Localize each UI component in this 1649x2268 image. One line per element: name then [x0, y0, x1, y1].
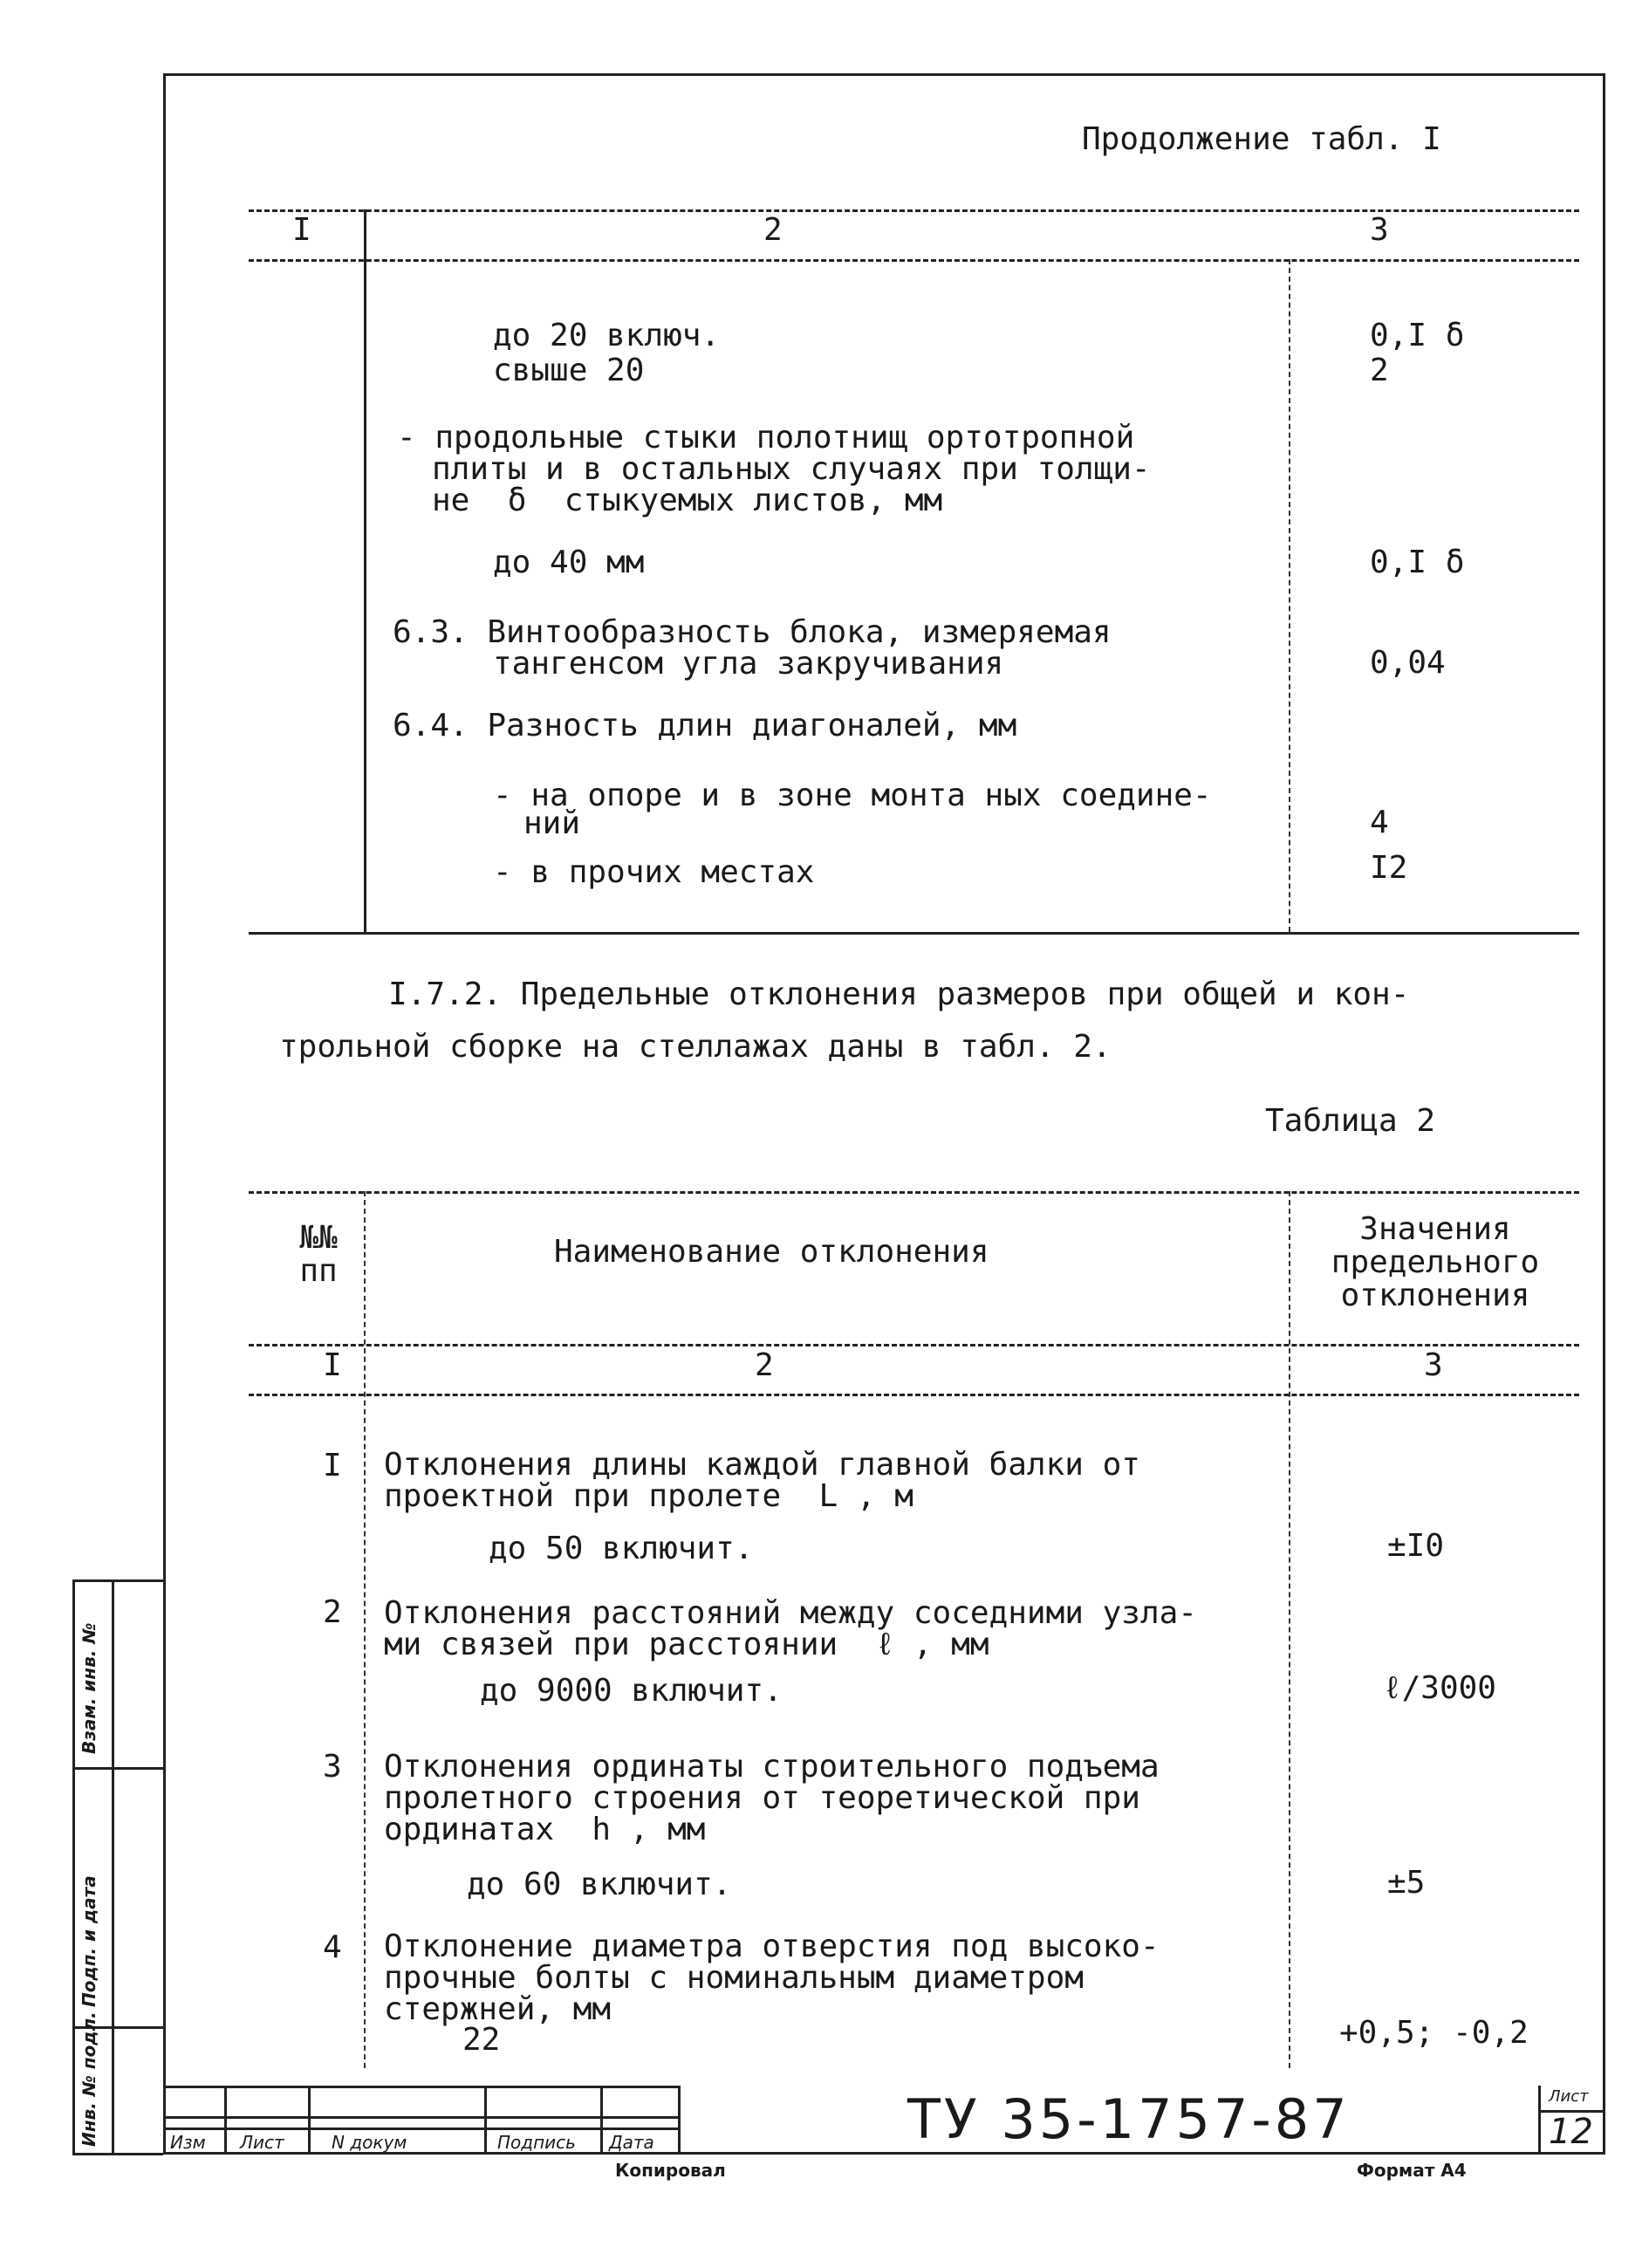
- table1-row-text: до 20 включ.: [493, 318, 721, 353]
- side-strip-line: [72, 1767, 163, 1770]
- table2-row-line: прочные болты с номинальным диаметром: [384, 1960, 1084, 1996]
- copied-label: Копировал: [615, 2160, 726, 2181]
- table2-col-divider: [1289, 1191, 1290, 2068]
- table2-row-num: I: [323, 1448, 342, 1483]
- table2-col-divider: [364, 1191, 366, 2068]
- table2-row-line: ординатах h , мм: [384, 1812, 706, 1847]
- table2-header-name: Наименование отклонения: [554, 1234, 989, 1270]
- table2-row-num: 2: [323, 1594, 342, 1630]
- side-label-sign: Подп. и дата: [79, 1875, 99, 2007]
- table1-row-text: - в прочих местах: [493, 854, 815, 890]
- table1-col-divider: [1289, 259, 1290, 932]
- side-label-inv: Инв. № подл.: [79, 2011, 99, 2147]
- stamp-col-label: N докум: [332, 2132, 407, 2153]
- paragraph-line: трольной сборке на стеллажах даны в табл. 2.: [279, 1029, 1112, 1065]
- table1-row-text: не δ стыкуемых листов, мм: [432, 483, 943, 518]
- table2-row-line: Отклонение диаметра отверстия под высоко-: [384, 1929, 1160, 1964]
- format-label: Формат А4: [1357, 2160, 1467, 2181]
- doc-code: ТУ 35-1757-87: [907, 2087, 1351, 2151]
- table1-row-text: ний: [523, 805, 581, 841]
- stamp-col: [308, 2086, 311, 2155]
- table1-row-value: I2: [1370, 850, 1408, 886]
- table2-row-line: до 60 включит.: [467, 1867, 732, 1902]
- table1-row-text: - продольные стыки полотнищ ортотропной: [397, 420, 1135, 456]
- table2-header-num: №№ пп: [299, 1220, 338, 1289]
- stamp-col-label: Подпись: [497, 2132, 576, 2153]
- table2-col-number: 2: [755, 1347, 774, 1383]
- table2-row-num: 4: [323, 1929, 342, 1965]
- stamp-col-label: Изм: [170, 2132, 206, 2153]
- stamp-col-label: Лист: [240, 2132, 284, 2153]
- continuation-label: Продолжение табл. I: [1082, 121, 1441, 157]
- table1-row-value: 2: [1370, 353, 1389, 388]
- table1-row-value: 0,I δ: [1370, 318, 1465, 353]
- table2-row-line: 22: [462, 2022, 501, 2058]
- table1-row-text: свыше 20: [493, 353, 645, 388]
- table1-bottom-rule: [249, 932, 1579, 935]
- stamp-col: [1538, 2086, 1541, 2155]
- side-label-replace: Взам. инв. №: [79, 1622, 99, 1754]
- table1-col-header: 2: [763, 212, 783, 248]
- table2-row-value: ℓ/3000: [1383, 1670, 1496, 1706]
- table1-row-value: 4: [1370, 805, 1389, 840]
- table1-row-value: 0,I δ: [1370, 545, 1465, 580]
- paragraph-line: I.7.2. Предельные отклонения размеров при общей и кон-: [388, 976, 1410, 1012]
- table2-row-line: Отклонения ординаты строительного подъема: [384, 1749, 1160, 1785]
- stamp-col-label: Дата: [609, 2132, 654, 2153]
- table1-row-text: 6.3. Винтообразность блока, измеряемая: [393, 614, 1112, 650]
- table1-row-text: до 40 мм: [493, 545, 645, 580]
- side-strip-divider: [112, 1579, 114, 2155]
- table2-row-value: +0,5; -0,2: [1339, 2015, 1529, 2051]
- table2-row-line: пролетного строения от теоретической при: [384, 1780, 1140, 1816]
- table1-col-header: 3: [1370, 212, 1389, 248]
- table2-row-line: Отклонения расстояний между соседними узла-: [384, 1595, 1197, 1631]
- table2-row-line: проектной при пролете L , м: [384, 1478, 913, 1514]
- table2-row-line: ми связей при расстоянии ℓ , мм: [384, 1627, 989, 1662]
- table1-row-text: 6.4. Разность длин диагоналей, мм: [393, 708, 1017, 743]
- table2-row-line: до 9000 включит.: [480, 1673, 783, 1709]
- table1-row-value: 0,04: [1370, 645, 1446, 681]
- table2-row-line: стержней, мм: [384, 1991, 612, 2027]
- table1-header-rule: [249, 259, 1579, 262]
- table1-row-text: тангенсом угла закручивания: [493, 646, 1004, 682]
- stamp-col: [484, 2086, 487, 2155]
- table2-row-line: до 50 включит.: [489, 1531, 754, 1566]
- stamp-col: [600, 2086, 603, 2155]
- table2-header-rule: [249, 1344, 1579, 1346]
- table2-col-number: I: [323, 1347, 342, 1383]
- table2-row-line: Отклонения длины каждой главной балки от: [384, 1447, 1140, 1483]
- table2-num-rule: [249, 1394, 1579, 1396]
- stamp-col: [678, 2086, 681, 2155]
- table2-header-value: Значения предельного отклонения: [1331, 1211, 1540, 1313]
- table1-row-text: плиты и в остальных случаях при толщи-: [432, 451, 1151, 487]
- table2-col-number: 3: [1424, 1347, 1443, 1383]
- table1-row-text: - на опоре и в зоне монта ных соедине-: [493, 778, 1212, 813]
- table2-row-num: 3: [323, 1749, 342, 1785]
- table2-top-rule: [249, 1191, 1579, 1194]
- sheet-label: Лист: [1549, 2087, 1589, 2106]
- sheet-number: 12: [1549, 2112, 1593, 2152]
- table2-row-value: ±5: [1387, 1865, 1426, 1901]
- table1-col-divider: [364, 209, 366, 932]
- table1-col-header: I: [292, 212, 311, 248]
- table2-caption: Таблица 2: [1265, 1103, 1436, 1139]
- table2-row-value: ±I0: [1387, 1528, 1445, 1564]
- stamp-col: [224, 2086, 227, 2155]
